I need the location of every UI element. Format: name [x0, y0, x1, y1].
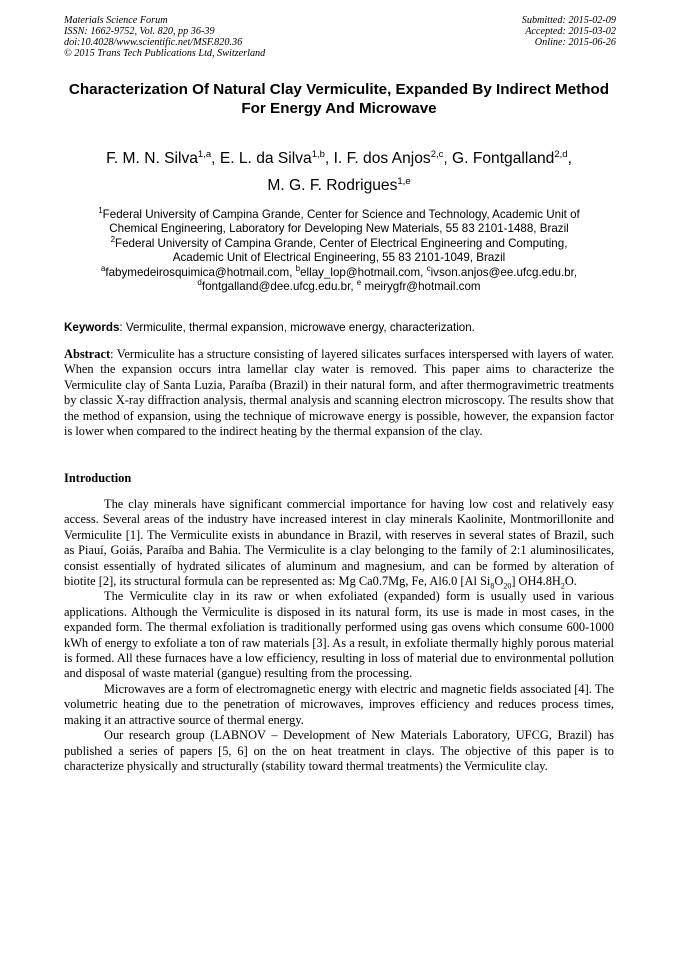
keywords-text: : Vermiculite, thermal expansion, microwave energy, characterization.: [119, 321, 475, 334]
author-list: [64, 145, 614, 199]
author-sup: 1,b: [311, 148, 325, 160]
affiliation-1-line-1: $^1$Federal University of Campina Grande, Center for Science and Technology, Academic Unit of: [98, 206, 580, 221]
paragraph: Our research group (LABNOV – Development of New Materials Laboratory, UFCG, Brazil) has published a series of papers [5, 6] on the on heat treatment in clays. The objective of this paper is to characterize physically and structurally (stability toward thermal treatments) the Vermiculite clay.: [64, 728, 614, 773]
doi-line: doi:10.4028/www.scientific.net/MSF.820.36: [64, 37, 243, 48]
affiliation-2-line-1: $^2$Federal University of Campina Grande, Center of Electrical Engineering and Computing,: [110, 234, 568, 250]
abstract: [64, 347, 614, 439]
paragraph: The clay minerals have significant commercial importance for having low cost and relatively easy access. Several areas of the industry have increased interest in clay minerals Kaolinite, Montmorillonite and Vermiculite [1]. The Vermiculite exists in abundance in Brazil, with reserves in several states of Brazil, such as Piauí, Goiás, Paraíba and Bahia. The Vermiculite is a clay belonging to the family of 2:1 aluminosilicates, consist essentially of hydrated silicates of aluminum and magnesium, and can be formed by alteration of biotite [2], its structural formula can be represented as: Mg Ca0.7Mg, Fe, Al6.0 [Al $Si_8O_{20}$] $OH4.8H_2O$.: [64, 497, 614, 591]
author-email[interactable]: ellay_lop@hotmail.com: [300, 265, 421, 279]
affiliation-1-line-2: Chemical Engineering, Laboratory for Developing New Materials, 55 83 2101-1488, Brazil: [109, 222, 569, 236]
author-sup: 2,d: [554, 148, 568, 160]
authors-line-1: F. M. N. Silva$^{1,a}$, E. L. da Silva$^{1,b}$, I. F. dos Anjos$^{2,c}$, G. Fontgalland$^{2,d}$,: [106, 148, 572, 167]
online-date: Online: 2015-06-26: [534, 37, 616, 48]
paragraph: Microwaves are a form of electromagnetic energy with electric and magnetic fields associated [4]. The volumetric heating due to the penetration of microwaves, improves efficiency and reduces process times, making it an attractive source of thermal energy.: [64, 681, 614, 727]
submitted-date: Submitted: 2015-02-09: [521, 15, 616, 26]
author-sup: 1,a: [197, 148, 212, 160]
author-email[interactable]: fabymedeirosquimica@hotmail.com: [105, 265, 290, 279]
paper-title: Characterization Of Natural Clay Vermiculite, Expanded By Indirect Method For Energy And Microwave: [68, 81, 610, 117]
abstract-text: : Vermiculite has a structure consisting of layered silicates surfaces interspersed with layers of water. When the expansion occurs intra lamellar clay water is removed. This paper aims to characterize the Vermiculite clay of Santa Luzia, Paraíba (Brazil) in their natural form, and after thermogravimetric treatments by classic X-ray diffraction analysis, thermal analysis and scanning electron microscopy. The results show that the method of expansion, using the technique of microwave energy is possible, however, the expansion factor is lower when compared to the indirect heating by the thermal expansion of the clay.: [64, 347, 614, 439]
author-name: F. M. N. Silva: [106, 150, 198, 167]
emails-line-1: $^a$fabymedeirosquimica@hotmail.com, $^b$ellay_lop@hotmail.com, $^c$ivson.anjos@ee.ufcg.edu.br,: [100, 263, 578, 279]
author-name: E. L. da Silva: [219, 150, 312, 167]
publication-dates: [522, 15, 616, 48]
author-sup: 1,e: [397, 175, 411, 187]
author-email[interactable]: ivson.anjos@ee.ufcg.edu.br,: [430, 265, 578, 279]
emails-line-2: $^d$fontgalland@dee.ufcg.edu.br, $^e$ meirygfr@hotmail.com: [197, 278, 481, 294]
journal-name: Materials Science Forum: [64, 15, 168, 26]
paragraph: The Vermiculite clay in its raw or when exfoliated (expanded) form is usually used in various applications. Although the Vermiculite is disposed in its natural form, its use is made in most cases, in the expanded form. The thermal exfoliation is traditionally performed using gas ovens which consume 600-1000 kWh of energy to exfoliate a ton of raw materials [3]. As a result, in exfoliate thermally highly porous material is formed. All these furnaces have a low efficiency, resulting in loss of material due to environmental pollution and disposal of waste material (gangue) resulting from the processing.: [64, 589, 614, 681]
section-heading-introduction: Introduction: [64, 471, 132, 485]
accepted-date: Accepted: 2015-03-02: [525, 26, 616, 37]
author-sup: 2,c: [430, 148, 444, 160]
author-email[interactable]: fontgalland@dee.ufcg.edu.br: [201, 280, 351, 294]
author-name: I. F. dos Anjos: [333, 150, 431, 167]
affiliations: [64, 208, 614, 294]
affiliation-2-line-2: Academic Unit of Electrical Engineering, 55 83 2101-1049, Brazil: [172, 251, 506, 265]
copyright-line: © 2015 Trans Tech Publications Ltd, Switzerland: [64, 48, 266, 59]
issn-line: ISSN: 1662-9752, Vol. 820, pp 36-39: [64, 26, 215, 37]
introduction-body: [64, 497, 614, 774]
abstract-label: Abstract: [64, 347, 111, 361]
keywords-label: Keywords: [64, 321, 120, 334]
authors-line-2: [64, 172, 614, 199]
author-name: G. Fontgalland: [452, 150, 555, 167]
publication-info: [64, 15, 265, 59]
author-email[interactable]: meirygfr@hotmail.com: [361, 280, 481, 294]
author-name: M. G. F. Rodrigues: [267, 177, 398, 194]
keywords: [64, 321, 614, 335]
